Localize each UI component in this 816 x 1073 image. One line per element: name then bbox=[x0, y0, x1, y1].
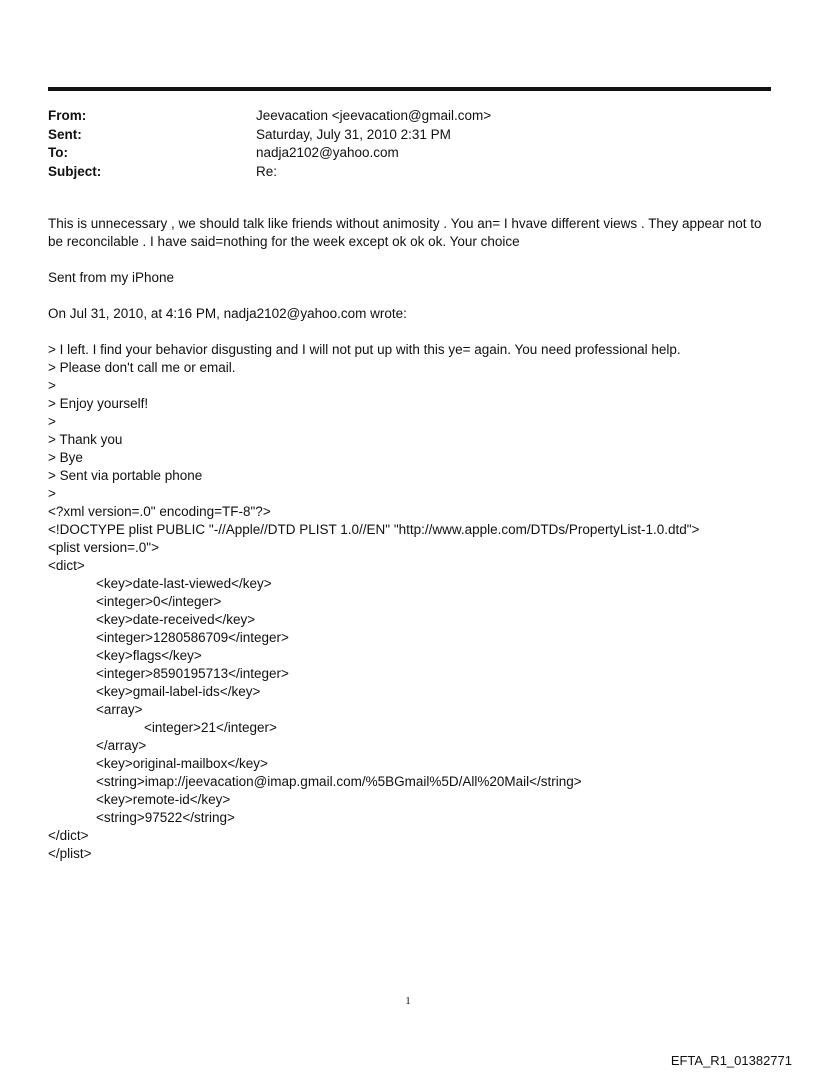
document-id: EFTA_R1_01382771 bbox=[670, 1053, 792, 1068]
quoted-message bbox=[48, 341, 772, 503]
xml-line: <integer>1280586709</integer> bbox=[96, 630, 289, 645]
header-divider bbox=[48, 87, 771, 91]
quote-intro: On Jul 31, 2010, at 4:16 PM, nadja2102@yahoo.com wrote: bbox=[48, 306, 407, 321]
xml-line: <key>date-received</key> bbox=[96, 612, 256, 627]
quoted-line: > Please don't call me or email. bbox=[48, 360, 236, 375]
xml-line: <plist version=.0"> bbox=[48, 540, 159, 555]
quoted-line: > bbox=[48, 378, 56, 393]
email-header bbox=[48, 107, 768, 181]
quoted-line: > Enjoy yourself! bbox=[48, 396, 149, 411]
xml-line: <key>date-last-viewed</key> bbox=[96, 576, 272, 591]
from-value: Jeevacation <jeevacation@gmail.com> bbox=[256, 108, 492, 123]
xml-line: <key>remote-id</key> bbox=[96, 792, 231, 807]
quoted-line: > Bye bbox=[48, 450, 83, 465]
xml-line: <dict> bbox=[48, 558, 85, 573]
xml-line: </array> bbox=[96, 738, 147, 753]
quoted-line: > Sent via portable phone bbox=[48, 468, 203, 483]
to-label: To: bbox=[48, 145, 68, 160]
quoted-line: > bbox=[48, 414, 56, 429]
subject-row bbox=[48, 163, 768, 182]
sent-row bbox=[48, 126, 768, 145]
sent-label: Sent: bbox=[48, 126, 82, 142]
xml-line: <integer>0</integer> bbox=[96, 594, 222, 609]
subject-label: Subject: bbox=[48, 163, 102, 179]
xml-line: <key>flags</key> bbox=[96, 648, 202, 663]
xml-line: <string>imap://jeevacation@imap.gmail.com/%5BGmail%5D/All%20Mail</string> bbox=[96, 774, 582, 789]
xml-line: <array> bbox=[96, 702, 143, 717]
xml-line: <key>gmail-label-ids</key> bbox=[96, 684, 261, 699]
subject-value: Re: bbox=[256, 163, 278, 179]
from-row bbox=[48, 107, 768, 126]
xml-line: </dict> bbox=[48, 828, 89, 843]
xml-line: <key>original-mailbox</key> bbox=[96, 756, 268, 771]
xml-line: <integer>21</integer> bbox=[144, 720, 277, 735]
xml-line: <string>97522</string> bbox=[96, 810, 235, 825]
xml-line: <integer>8590195713</integer> bbox=[96, 666, 289, 681]
quoted-line: > bbox=[48, 486, 56, 501]
xml-line: <!DOCTYPE plist PUBLIC "-//Apple//DTD PLIST 1.0//EN" "http://www.apple.com/DTDs/PropertyList-1.0.dtd"> bbox=[48, 522, 700, 537]
message-paragraph: This is unnecessary , we should talk like friends without animosity . You an= I hvave different views . They appear not to be reconcilable . I have said=nothing for the week except ok ok ok. Your choice bbox=[48, 216, 762, 249]
quoted-line: > Thank you bbox=[48, 432, 123, 447]
xml-plist-block bbox=[48, 503, 772, 863]
signature: Sent from my iPhone bbox=[48, 270, 175, 285]
page-number: 1 bbox=[405, 995, 411, 1007]
sent-value: Saturday, July 31, 2010 2:31 PM bbox=[256, 126, 451, 142]
email-body bbox=[48, 215, 772, 863]
xml-line: <?xml version=.0" encoding=TF-8"?> bbox=[48, 504, 271, 519]
from-label: From: bbox=[48, 108, 87, 123]
to-value: nadja2102@yahoo.com bbox=[256, 145, 399, 160]
xml-line: </plist> bbox=[48, 846, 92, 861]
quoted-line: > I left. I find your behavior disgusting and I will not put up with this ye= again. You need professional help. bbox=[48, 342, 681, 357]
to-row bbox=[48, 144, 768, 163]
